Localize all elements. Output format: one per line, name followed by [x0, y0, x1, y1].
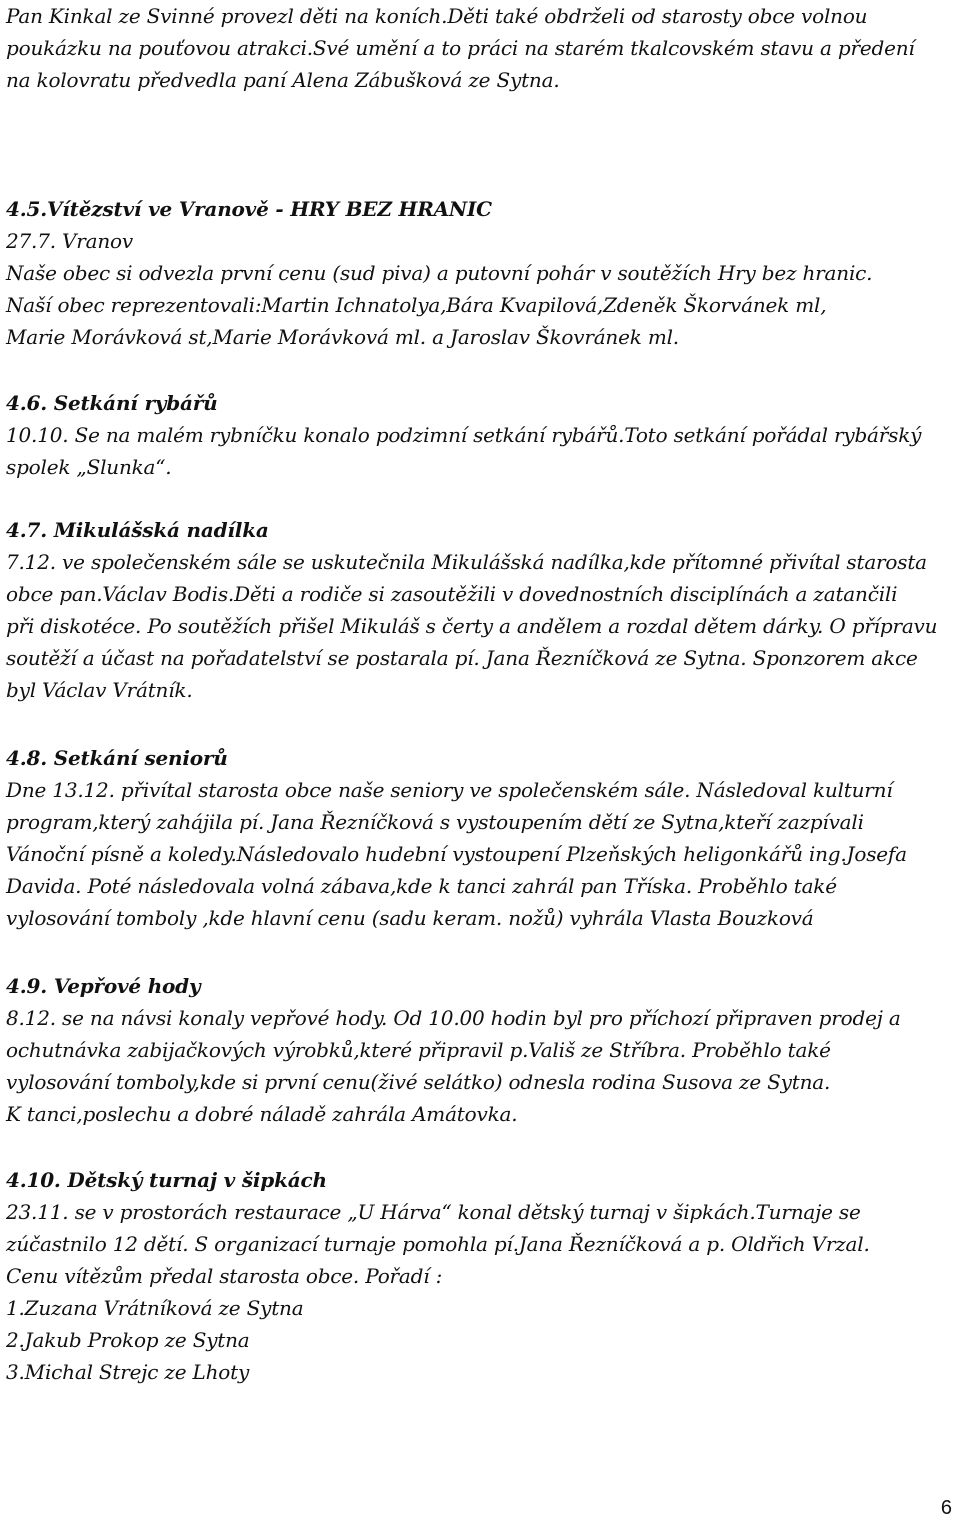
section-heading: 4.7. Mikulášská nadílka — [6, 518, 269, 542]
section-heading: 4.9. Vepřové hody — [6, 974, 201, 998]
text-line: Marie Morávková st,Marie Morávková ml. a Jaroslav Škovránek ml. — [6, 325, 679, 349]
text-line: 3.Michal Strejc ze Lhoty — [6, 1360, 250, 1384]
section-heading: 4.5.Vítězství ve Vranově - HRY BEZ HRANIC — [6, 197, 492, 221]
text-line: Dne 13.12. přivítal starosta obce naše seniory ve společenském sále. Následoval kulturní — [6, 778, 893, 802]
text-line: při diskotéce. Po soutěžích přišel Mikuláš s čerty a andělem a rozdal dětem dárky. O přípravu — [6, 614, 938, 638]
section-heading: 4.10. Dětský turnaj v šipkách — [6, 1168, 327, 1192]
text-line: zúčastnilo 12 dětí. S organizací turnaje pomohla pí.Jana Řezníčková a p. Oldřich Vrzal. — [6, 1232, 870, 1256]
text-line: byl Václav Vrátník. — [6, 678, 193, 702]
text-line: Davida. Poté následovala volná zábava,kde k tanci zahrál pan Tříska. Proběhlo také — [6, 874, 837, 898]
text-line: soutěží a účast na pořadatelství se postarala pí. Jana Řezníčková ze Sytna. Sponzorem akce — [6, 646, 918, 670]
text-line: 8.12. se na návsi konaly vepřové hody. Od 10.00 hodin byl pro příchozí připraven prodej a — [6, 1006, 901, 1030]
text-line: vylosování tomboly,kde si první cenu(živé selátko) odnesla rodina Susova ze Sytna. — [6, 1070, 831, 1094]
section-heading: 4.6. Setkání rybářů — [6, 391, 218, 415]
text-line: 23.11. se v prostorách restaurace „U Hárva“ konal dětský turnaj v šipkách.Turnaje se — [6, 1200, 861, 1224]
text-line: program,který zahájila pí. Jana Řezníčková s vystoupením dětí ze Sytna,kteří zazpívali — [6, 810, 864, 834]
text-line: 1.Zuzana Vrátníková ze Sytna — [6, 1296, 304, 1320]
text-line: 10.10. Se na malém rybníčku konalo podzimní setkání rybářů.Toto setkání pořádal rybářský — [6, 423, 922, 447]
text-line: Naše obec si odvezla první cenu (sud piva) a putovní pohár v soutěžích Hry bez hranic. — [6, 261, 873, 285]
text-line: poukázku na pouťovou atrakci.Své umění a to práci na starém tkalcovském stavu a předení — [6, 36, 915, 60]
text-line: 27.7. Vranov — [6, 229, 133, 253]
text-line: 2.Jakub Prokop ze Sytna — [6, 1328, 250, 1352]
text-line: na kolovratu předvedla paní Alena Zábušková ze Sytna. — [6, 68, 560, 92]
text-line: ochutnávka zabijačkových výrobků,které připravil p.Vališ ze Stříbra. Proběhlo také — [6, 1038, 831, 1062]
text-line: Pan Kinkal ze Svinné provezl děti na koních.Děti také obdrželi od starosty obce volnou — [6, 4, 868, 28]
text-line: spolek „Slunka“. — [6, 455, 172, 479]
text-line: Vánoční písně a koledy.Následovalo hudební vystoupení Plzeňských heligonkářů ing.Josefa — [6, 842, 907, 866]
text-line: K tanci,poslechu a dobré náladě zahrála Amátovka. — [6, 1102, 518, 1126]
text-line: obce pan.Václav Bodis.Děti a rodiče si zasoutěžili v dovednostních disciplínách a zatančili — [6, 582, 898, 606]
text-line: Cenu vítězům předal starosta obce. Pořadí : — [6, 1264, 443, 1288]
text-line: 7.12. ve společenském sále se uskutečnila Mikulášská nadílka,kde přítomné přivítal starosta — [6, 550, 927, 574]
section-heading: 4.8. Setkání seniorů — [6, 746, 228, 770]
text-line: vylosování tomboly ,kde hlavní cenu (sadu keram. nožů) vyhrála Vlasta Bouzková — [6, 906, 814, 930]
text-line: Naší obec reprezentovali:Martin Ichnatolya,Bára Kvapilová,Zdeněk Škorvánek ml, — [6, 293, 827, 317]
page-number: 6 — [940, 1497, 952, 1519]
